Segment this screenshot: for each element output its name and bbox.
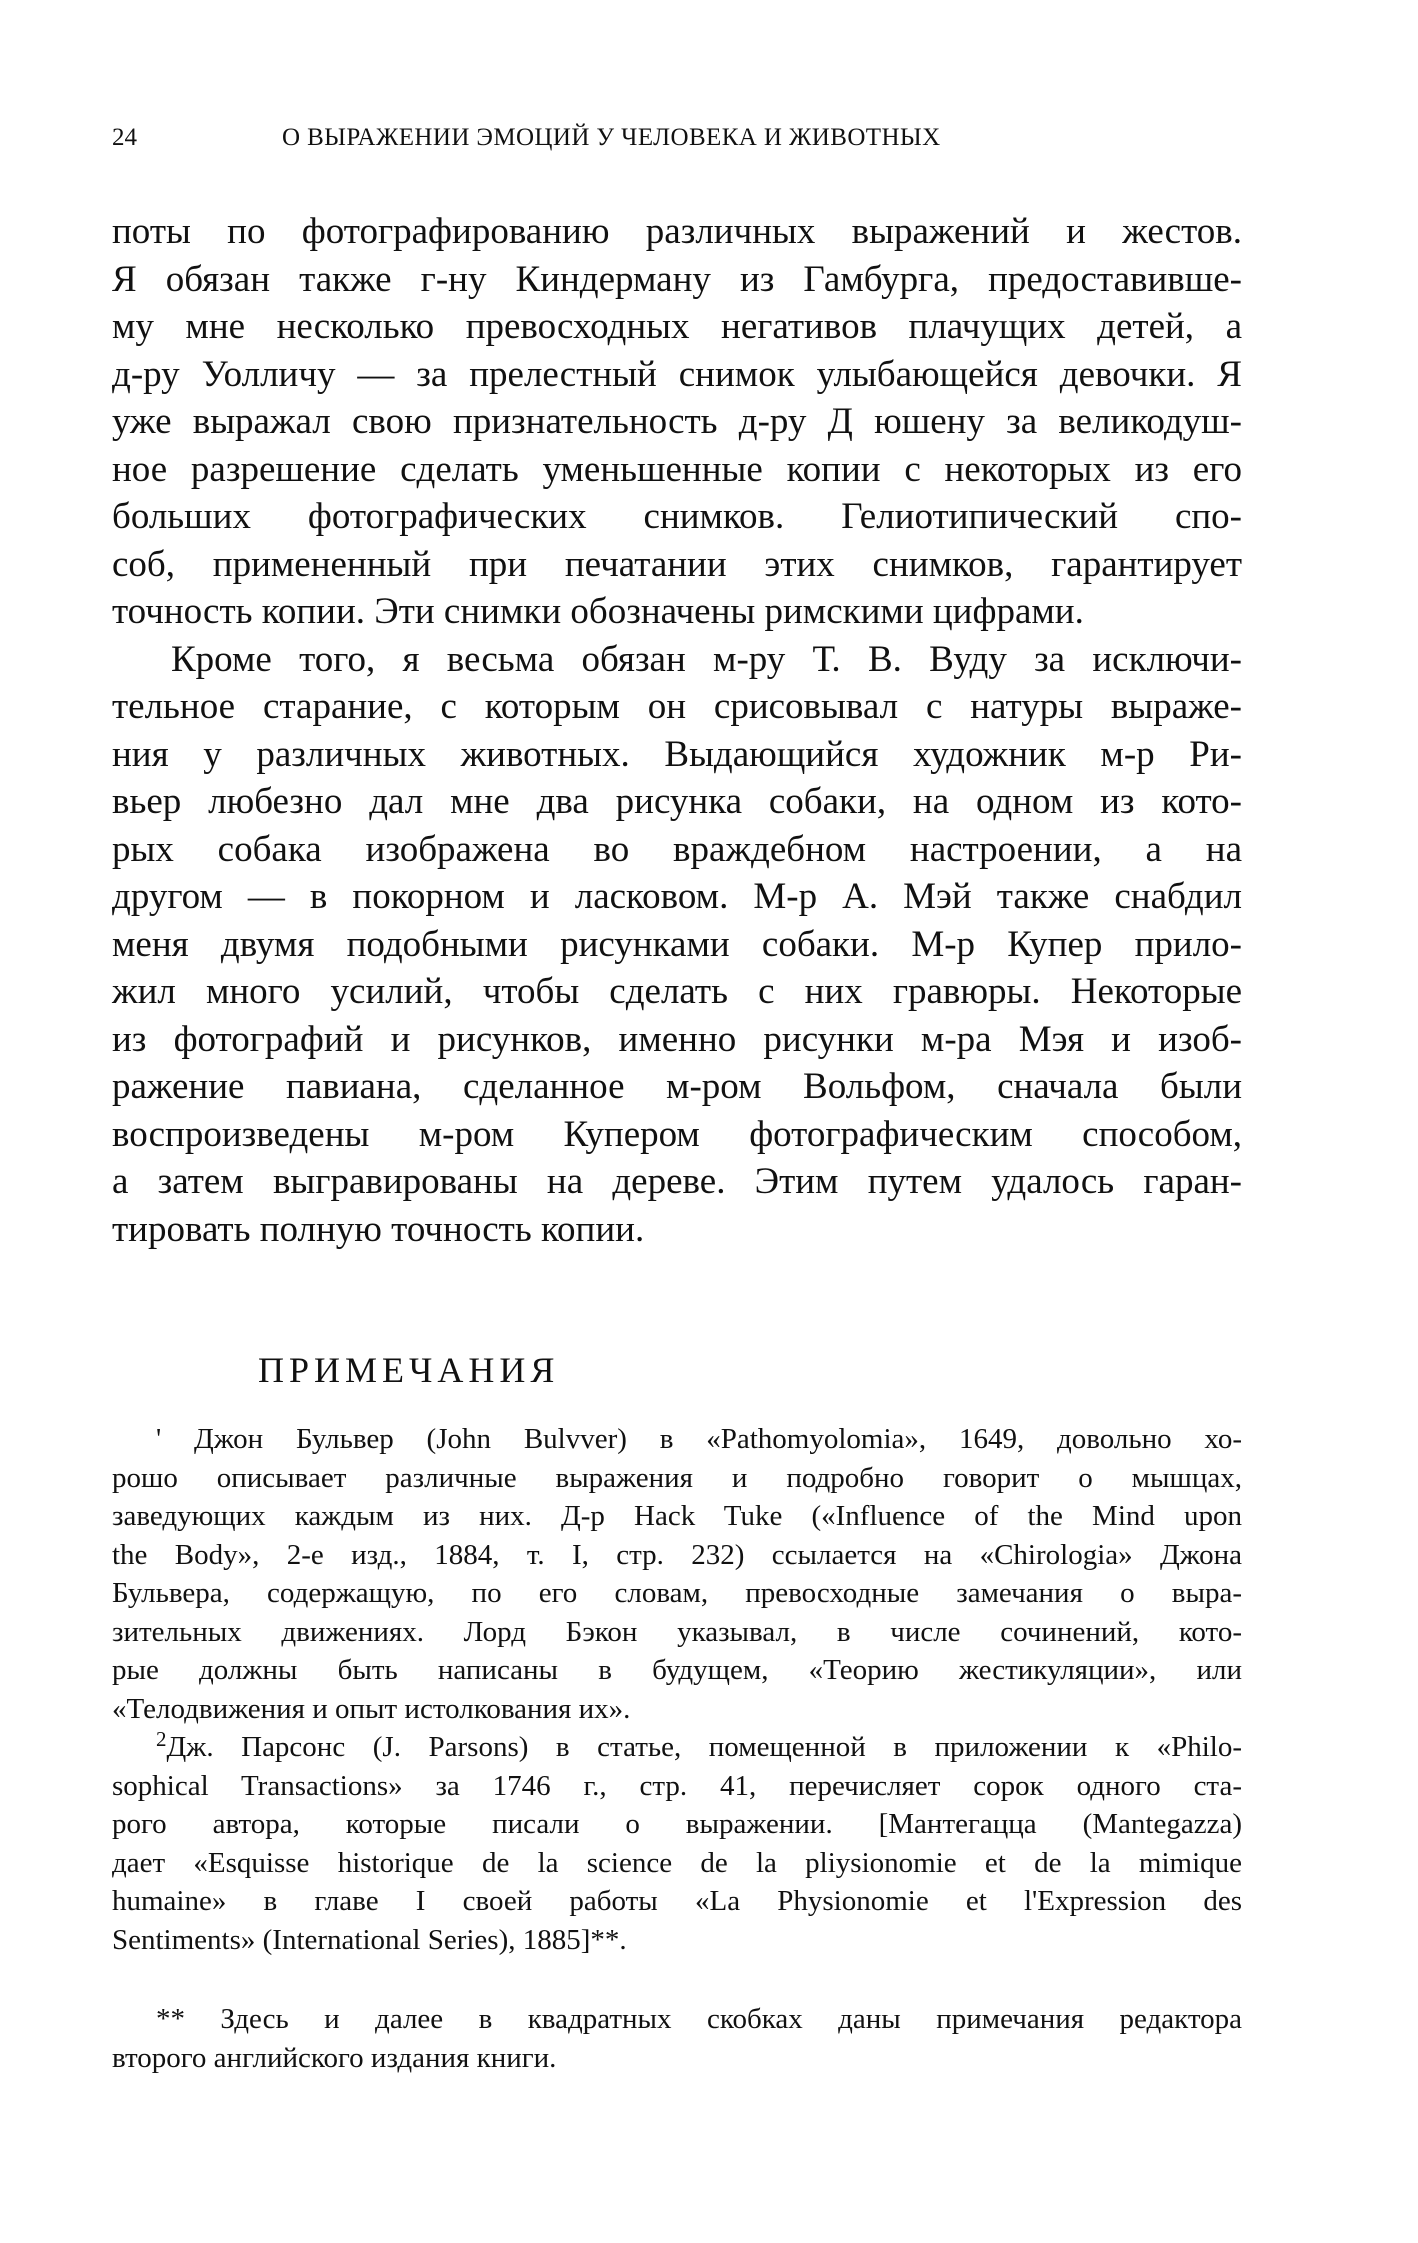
text-line: меня двумя подобными рисунками собаки. М-р Купер прило- xyxy=(112,923,1242,965)
note-line: рые должны быть написаны в будущем, «Теорию жестикуляции», или xyxy=(112,1654,1242,1686)
running-head xyxy=(112,118,1262,158)
note-line xyxy=(112,1728,1242,1767)
note-line: рошо описывает различные выражения и подробно говорит о мышцах, xyxy=(112,1461,1242,1494)
note-line xyxy=(112,1420,1242,1459)
text-line: точность копии. Эти снимки обозначены римскими цифрами. xyxy=(112,591,1084,632)
note-line: дает «Esquisse historique de la science de la pliysionomie et de la mimique xyxy=(112,1846,1242,1879)
note-line: рого автора, которые писали о выражении. [Мантегацца (Mantegazza) xyxy=(112,1808,1242,1840)
text-line: ражение павиана, сделанное м-ром Вольфом, сначала были xyxy=(112,1066,1242,1107)
running-title: О ВЫРАЖЕНИИ ЭМОЦИЙ У ЧЕЛОВЕКА И ЖИВОТНЫХ xyxy=(282,124,941,151)
note-line: humaine» в главе I своей работы «La Physionomie et l'Expression des xyxy=(112,1885,1242,1917)
editor-note-line: второго английского издания книги. xyxy=(112,2041,557,2074)
main-text xyxy=(112,208,1242,1253)
notes-section xyxy=(112,1420,1242,1959)
text-line: тельное старание, с которым он срисовывал с натуры выраже- xyxy=(112,686,1242,727)
text-line: Я обязан также г-ну Киндерману из Гамбурга, предоставивше- xyxy=(112,258,1242,300)
note-line: зительных движениях. Лорд Бэкон указывал, в числе сочинений, кото- xyxy=(112,1615,1242,1648)
text-line: уже выражал свою признательность д-ру Д юшену за великодуш- xyxy=(112,401,1242,442)
text-line: больших фотографических снимков. Гелиотипический спо- xyxy=(112,496,1242,537)
note-text: Джон Бульвер (John Bulvver) в «Pathomyolomia», 1649, довольно хо- xyxy=(161,1423,1242,1455)
text-line: рых собака изображена во враждебном настроении, а на xyxy=(112,828,1242,870)
text-line: ное разрешение сделать уменьшенные копии с некоторых из его xyxy=(112,448,1242,490)
editor-note-line: ** Здесь и далее в квадратных скобках даны примечания редактора xyxy=(156,2003,1242,2035)
note-text: Дж. Парсонс (J. Parsons) в статье, помещенной в приложении к «Philo- xyxy=(166,1731,1242,1763)
text-line: воспроизведены м-ром Купером фотографическим способом, xyxy=(112,1113,1242,1155)
text-line: му мне несколько превосходных негативов плачущих детей, а xyxy=(112,306,1242,347)
note-line: sophical Transactions» за 1746 г., стр. 41, перечисляет сорок одного ста- xyxy=(112,1769,1242,1802)
text-line: а затем выгравированы на дереве. Этим путем удалось гаран- xyxy=(112,1161,1242,1202)
text-line: из фотографий и рисунков, именно рисунки м-ра Мэя и изоб- xyxy=(112,1018,1242,1060)
notes-heading: ПРИМЕЧАНИЯ xyxy=(258,1350,560,1390)
text-line: тировать полную точность копии. xyxy=(112,1208,645,1250)
text-line: вьер любезно дал мне два рисунка собаки, на одном из кото- xyxy=(112,781,1242,822)
note-line: «Телодвижения и опыт истолкования их». xyxy=(112,1692,631,1725)
editor-footnote xyxy=(112,2000,1242,2077)
text-line: поты по фотографированию различных выражений и жестов. xyxy=(112,211,1242,252)
text-line: ния у различных животных. Выдающийся художник м-р Ри- xyxy=(112,733,1242,775)
note-marker: ' xyxy=(156,1423,162,1455)
text-line: д-ру Уолличу — за прелестный снимок улыбающейся девочки. Я xyxy=(112,353,1242,395)
page-number: 24 xyxy=(112,124,137,151)
footnote-marker: 2 xyxy=(156,1727,167,1751)
note-line: Sentiments» (International Series), 1885]**. xyxy=(112,1923,627,1956)
note-line: Бульвера, содержащую, по его словам, превосходные замечания о выра- xyxy=(112,1577,1242,1609)
text-line: Кроме того, я весьма обязан м-ру Т. В. Вуду за исключи- xyxy=(171,638,1242,680)
text-line: жил много усилий, чтобы сделать с них гравюры. Некоторые xyxy=(112,971,1242,1012)
note-line: the Body», 2-е изд., 1884, т. I, стр. 232) ссылается на «Chirologia» Джона xyxy=(112,1538,1242,1571)
text-line: другом — в покорном и ласковом. М-р А. Мэй также снабдил xyxy=(112,876,1242,917)
note-line: заведующих каждым из них. Д-р Hack Tuke («Influence of the Mind upon xyxy=(112,1500,1242,1532)
text-line: соб, примененный при печатании этих снимков, гарантирует xyxy=(112,543,1242,585)
